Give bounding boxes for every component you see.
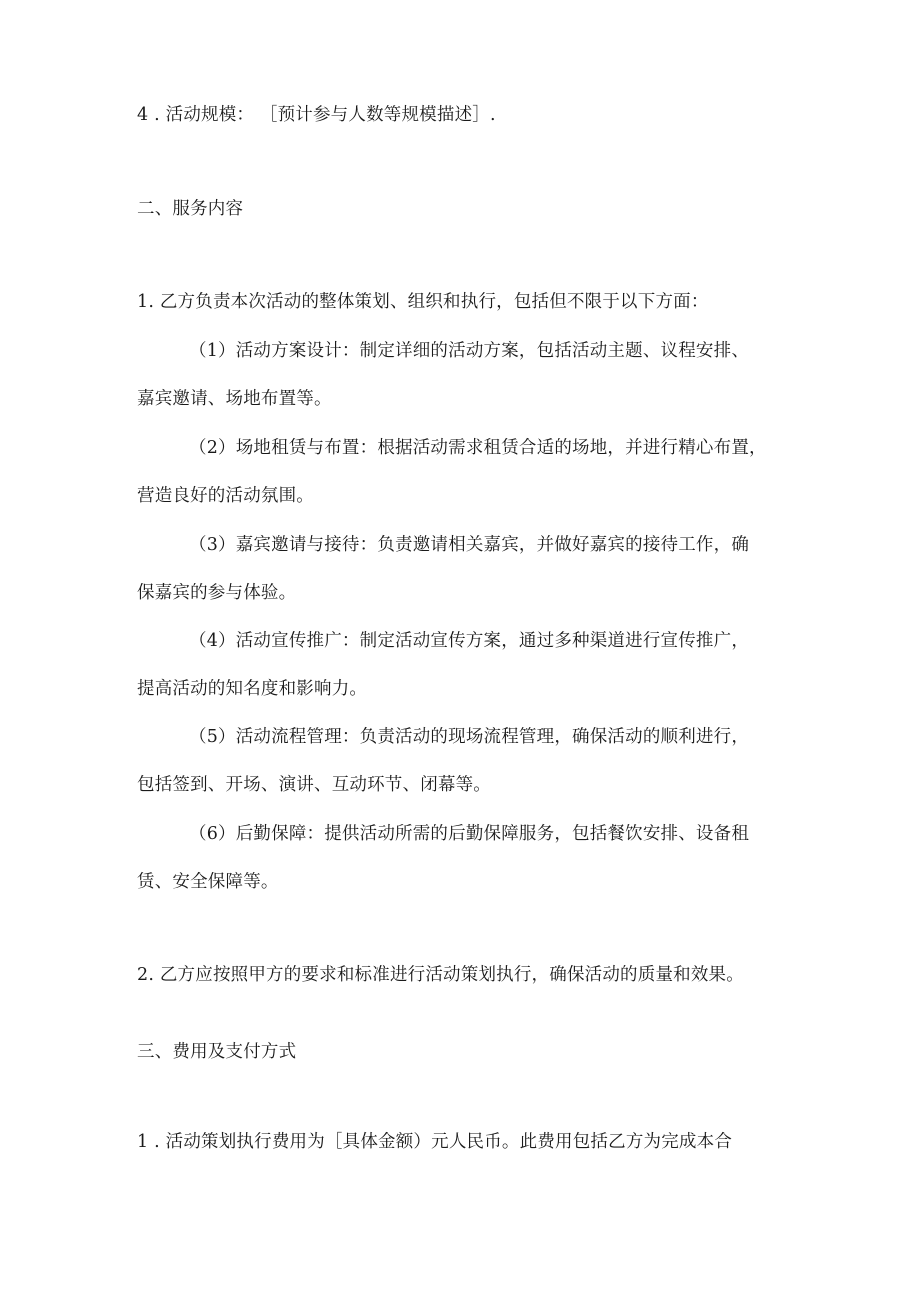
subitem-4-line2: 提高活动的知名度和影响力。	[137, 679, 368, 699]
subitem-6-line1: （6）后勤保障：提供活动所需的后勤保障服务，包括餐饮安排、设备租	[189, 824, 750, 844]
subitem-3-line1: （3）嘉宾邀请与接待：负责邀请相关嘉宾，并做好嘉宾的接待工作，确	[189, 535, 750, 555]
service-item-2: 2. 乙方应按照甲方的要求和标准进行活动策划执行，确保活动的质量和效果。	[137, 965, 744, 985]
subitem-4-line1: （4）活动宣传推广：制定活动宣传方案，通过多种渠道进行宣传推广，	[189, 631, 750, 651]
subitem-5-line2: 包括签到、开场、演讲、互动环节、闭幕等。	[137, 775, 491, 795]
section-heading-service-content: 二、服务内容	[137, 199, 244, 219]
fee-item-1: 1 . 活动策划执行费用为［具体金额）元人民币。此费用包括乙方为完成本合	[137, 1132, 733, 1152]
subitem-6-line2: 赁、安全保障等。	[137, 872, 279, 892]
subitem-1-line2: 嘉宾邀请、场地布置等。	[137, 389, 332, 409]
subitem-2-line1: （2）场地租赁与布置：根据活动需求租赁合适的场地，并进行精心布置，	[189, 438, 767, 458]
scale-item: 4 . 活动规模： ［预计参与人数等规模描述］.	[137, 105, 496, 125]
service-item-1-intro: 1. 乙方负责本次活动的整体策划、组织和执行，包括但不限于以下方面：	[137, 292, 709, 312]
subitem-3-line2: 保嘉宾的参与体验。	[137, 583, 297, 603]
subitem-2-line2: 营造良好的活动氛围。	[137, 486, 314, 506]
subitem-1-line1: （1）活动方案设计：制定详细的活动方案，包括活动主题、议程安排、	[189, 341, 750, 361]
subitem-5-line1: （5）活动流程管理：负责活动的现场流程管理，确保活动的顺利进行，	[189, 727, 750, 747]
section-heading-fees-payment: 三、费用及支付方式	[137, 1042, 297, 1062]
